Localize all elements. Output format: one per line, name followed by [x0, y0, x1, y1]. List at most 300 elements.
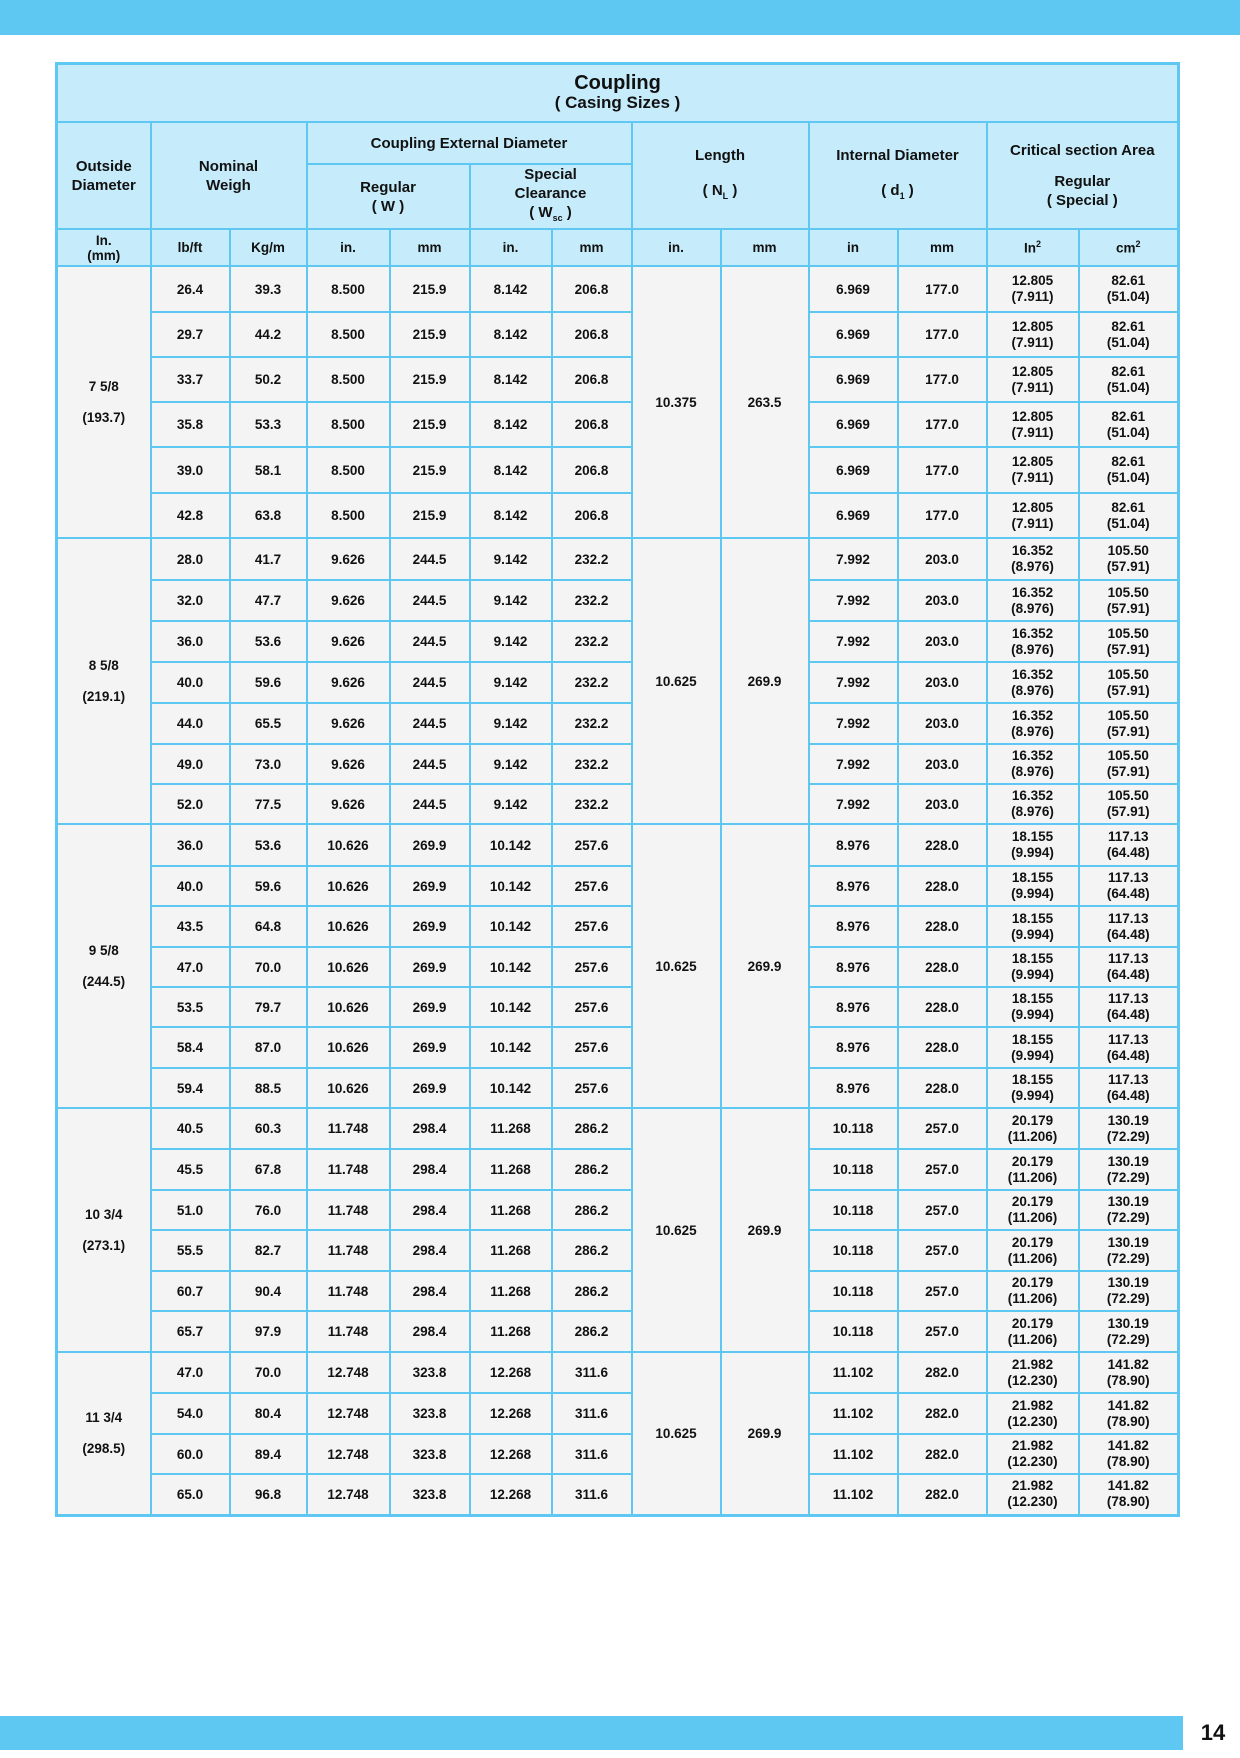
cell-w-in: 8.500 [307, 357, 390, 402]
od-inches: 7 5/8 [88, 379, 119, 394]
table-row [57, 662, 1179, 703]
cell-area-in [987, 402, 1079, 447]
od-mm: (273.1) [82, 1238, 126, 1253]
area-regular: 12.805 [1011, 273, 1054, 288]
cell-lbft: 33.7 [151, 357, 230, 402]
table-row [57, 1068, 1179, 1108]
cell-d1-in: 7.992 [809, 621, 898, 662]
table-row [57, 744, 1179, 784]
cell-wsc-in: 10.142 [470, 947, 552, 987]
header-critical-regular: Regular [1054, 173, 1111, 190]
cell-w-mm: 269.9 [390, 1068, 470, 1108]
cell-area-in [987, 1271, 1079, 1311]
cell-wsc-mm: 286.2 [552, 1271, 632, 1311]
cell-d1-in: 11.102 [809, 1393, 898, 1434]
cell-w-in: 11.748 [307, 1230, 390, 1271]
area-regular: 18.155 [1011, 991, 1054, 1006]
cell-outside-diameter [57, 266, 151, 538]
cell-area-cm [1079, 1434, 1179, 1474]
cell-area-cm [1079, 1108, 1179, 1149]
cell-d1-mm: 257.0 [898, 1149, 987, 1190]
cell-d1-in: 10.118 [809, 1311, 898, 1352]
cell-w-mm: 269.9 [390, 866, 470, 906]
table-row [57, 538, 1179, 580]
cell-w-in: 8.500 [307, 402, 390, 447]
cell-wsc-in: 9.142 [470, 538, 552, 580]
cell-d1-in: 7.992 [809, 784, 898, 824]
cell-wsc-in: 9.142 [470, 580, 552, 621]
cell-kgm: 53.6 [230, 621, 307, 662]
area-regular: 117.13 [1108, 951, 1149, 966]
cell-wsc-mm: 232.2 [552, 703, 632, 744]
cell-d1-in: 7.992 [809, 662, 898, 703]
cell-wsc-mm: 286.2 [552, 1311, 632, 1352]
cell-area-cm [1079, 1393, 1179, 1434]
area-regular: 16.352 [1011, 666, 1054, 682]
cell-w-in: 10.626 [307, 987, 390, 1027]
cell-w-mm: 244.5 [390, 662, 470, 703]
cell-d1-mm: 228.0 [898, 1027, 987, 1068]
unit-lbft: lb/ft [151, 229, 230, 266]
cell-wsc-in: 11.268 [470, 1230, 552, 1271]
cell-kgm: 90.4 [230, 1271, 307, 1311]
area-special: (8.976) [1011, 600, 1054, 616]
area-special: (7.911) [1011, 515, 1054, 531]
top-band [0, 0, 1240, 35]
cell-d1-in: 7.992 [809, 703, 898, 744]
area-regular: 20.179 [1011, 1234, 1054, 1250]
cell-w-in: 11.748 [307, 1108, 390, 1149]
area-special: (78.90) [1106, 1494, 1150, 1510]
cell-w-in: 12.748 [307, 1393, 390, 1434]
table-title: Coupling [574, 72, 661, 94]
cell-d1-mm: 203.0 [898, 784, 987, 824]
area-regular: 18.155 [1011, 951, 1054, 966]
area-special: (9.994) [1011, 926, 1054, 942]
cell-d1-mm: 282.0 [898, 1393, 987, 1434]
cell-lbft: 42.8 [151, 493, 230, 538]
header-internal-diameter-symbol: ( $d_1$ ) [881, 181, 914, 201]
cell-lbft: 36.0 [151, 824, 230, 866]
cell-d1-mm: 203.0 [898, 621, 987, 662]
cell-kgm: 65.5 [230, 703, 307, 744]
area-regular: 105.50 [1107, 666, 1149, 682]
cell-w-mm: 215.9 [390, 357, 470, 402]
page-number: 14 [1200, 1720, 1226, 1745]
cell-lbft: 39.0 [151, 447, 230, 493]
cell-d1-mm: 203.0 [898, 662, 987, 703]
area-regular: 141.82 [1107, 1438, 1149, 1453]
cell-d1-in: 10.118 [809, 1190, 898, 1230]
cell-wsc-in: 12.268 [470, 1474, 552, 1515]
header-outside-diameter-line1: Outside [75, 157, 132, 175]
cell-d1-mm: 282.0 [898, 1474, 987, 1515]
header-nominal-weigh-line2: Weigh [206, 176, 251, 194]
unit-kgm: Kg/m [230, 229, 307, 266]
cell-area-cm [1079, 744, 1179, 784]
unit-w-mm: mm [390, 229, 470, 266]
area-regular: 82.61 [1111, 454, 1146, 469]
area-regular: 117.13 [1108, 829, 1149, 844]
area-regular: 21.982 [1011, 1356, 1054, 1372]
area-regular: 20.179 [1011, 1153, 1054, 1169]
od-inches: 11 3/4 [85, 1410, 123, 1426]
table-row [57, 1434, 1179, 1474]
od-mm: (298.5) [82, 1441, 126, 1457]
cell-area-cm [1079, 621, 1179, 662]
cell-lbft: 35.8 [151, 402, 230, 447]
cell-length-in: 10.625 [632, 1108, 721, 1352]
cell-area-cm [1079, 538, 1179, 580]
area-special: (9.994) [1011, 886, 1054, 901]
cell-d1-mm: 228.0 [898, 1068, 987, 1108]
table-row [57, 1230, 1179, 1271]
cell-kgm: 97.9 [230, 1311, 307, 1352]
cell-wsc-in: 10.142 [470, 1068, 552, 1108]
header-outside-diameter-line2: Diameter [71, 176, 136, 194]
cell-kgm: 39.3 [230, 266, 307, 312]
table-row [57, 987, 1179, 1027]
area-regular: 20.179 [1011, 1275, 1054, 1290]
area-regular: 18.155 [1011, 1031, 1054, 1047]
cell-d1-in: 7.992 [809, 538, 898, 580]
cell-lbft: 65.0 [151, 1474, 230, 1515]
area-special: (72.29) [1106, 1210, 1150, 1225]
cell-wsc-mm: 232.2 [552, 580, 632, 621]
cell-wsc-in: 8.142 [470, 447, 552, 493]
cell-wsc-in: 9.142 [470, 621, 552, 662]
table-row [57, 1474, 1179, 1515]
area-regular: 105.50 [1107, 707, 1149, 723]
header-critical-special: ( Special ) [1046, 192, 1118, 209]
cell-lbft: 49.0 [151, 744, 230, 784]
area-regular: 130.19 [1107, 1112, 1149, 1128]
cell-lbft: 47.0 [151, 947, 230, 987]
header-special-clearance [470, 164, 632, 229]
cell-kgm: 70.0 [230, 1352, 307, 1393]
bottom-band [0, 1716, 1183, 1750]
cell-kgm: 79.7 [230, 987, 307, 1027]
table-row [57, 866, 1179, 906]
area-regular: 18.155 [1011, 829, 1054, 844]
cell-w-mm: 269.9 [390, 906, 470, 947]
area-special: (8.976) [1011, 804, 1054, 819]
cell-d1-mm: 282.0 [898, 1352, 987, 1393]
area-special: (7.911) [1011, 289, 1054, 304]
cell-lbft: 60.0 [151, 1434, 230, 1474]
cell-wsc-mm: 257.6 [552, 947, 632, 987]
cell-w-mm: 298.4 [390, 1311, 470, 1352]
cell-w-in: 8.500 [307, 447, 390, 493]
area-special: (78.90) [1106, 1372, 1150, 1388]
cell-wsc-mm: 311.6 [552, 1434, 632, 1474]
cell-wsc-in: 8.142 [470, 357, 552, 402]
area-special: (57.91) [1106, 600, 1150, 616]
cell-area-cm [1079, 947, 1179, 987]
cell-w-mm: 244.5 [390, 703, 470, 744]
area-special: (51.04) [1106, 424, 1150, 440]
table-row [57, 824, 1179, 866]
cell-area-cm [1079, 266, 1179, 312]
od-inches: 9 5/8 [88, 943, 119, 958]
header-regular-w-line2: ( W ) [371, 197, 405, 215]
cell-lbft: 40.0 [151, 662, 230, 703]
area-special: (8.976) [1011, 641, 1054, 657]
area-regular: 16.352 [1011, 707, 1054, 723]
cell-wsc-in: 11.268 [470, 1271, 552, 1311]
area-regular: 130.19 [1107, 1275, 1149, 1290]
cell-outside-diameter [57, 824, 151, 1108]
cell-area-cm [1079, 1271, 1179, 1311]
area-special: (8.976) [1011, 682, 1054, 698]
cell-kgm: 60.3 [230, 1108, 307, 1149]
cell-area-cm [1079, 906, 1179, 947]
area-special: (11.206) [1007, 1291, 1058, 1306]
cell-kgm: 64.8 [230, 906, 307, 947]
area-regular: 117.13 [1108, 1031, 1149, 1047]
cell-wsc-mm: 311.6 [552, 1474, 632, 1515]
cell-area-in [987, 947, 1079, 987]
cell-d1-mm: 203.0 [898, 580, 987, 621]
area-regular: 12.805 [1011, 408, 1054, 424]
unit-od [57, 229, 151, 266]
area-special: (9.994) [1011, 1088, 1054, 1103]
area-special: (8.976) [1011, 723, 1054, 739]
cell-area-in [987, 312, 1079, 357]
area-regular: 117.13 [1108, 870, 1149, 885]
cell-d1-in: 10.118 [809, 1149, 898, 1190]
cell-wsc-mm: 232.2 [552, 621, 632, 662]
cell-d1-mm: 177.0 [898, 357, 987, 402]
cell-length-mm: 269.9 [721, 1108, 809, 1352]
cell-area-in [987, 1393, 1079, 1434]
cell-d1-mm: 228.0 [898, 866, 987, 906]
area-regular: 141.82 [1107, 1397, 1149, 1413]
cell-kgm: 59.6 [230, 662, 307, 703]
area-regular: 141.82 [1107, 1356, 1149, 1372]
area-regular: 18.155 [1011, 1072, 1054, 1087]
cell-area-in [987, 1434, 1079, 1474]
unit-w-in: in. [307, 229, 390, 266]
area-special: (9.994) [1011, 845, 1054, 860]
cell-w-mm: 323.8 [390, 1352, 470, 1393]
coupling-table [55, 62, 1180, 1517]
area-regular: 18.155 [1011, 870, 1054, 885]
cell-lbft: 53.5 [151, 987, 230, 1027]
area-special: (72.29) [1106, 1291, 1150, 1306]
area-regular: 130.19 [1107, 1315, 1149, 1331]
cell-area-in [987, 580, 1079, 621]
cell-d1-mm: 177.0 [898, 493, 987, 538]
area-special: (12.230) [1007, 1413, 1058, 1429]
cell-length-in: 10.375 [632, 266, 721, 538]
cell-area-in [987, 1230, 1079, 1271]
cell-wsc-in: 11.268 [470, 1149, 552, 1190]
cell-wsc-in: 10.142 [470, 987, 552, 1027]
cell-area-in [987, 662, 1079, 703]
cell-w-mm: 244.5 [390, 744, 470, 784]
cell-w-mm: 323.8 [390, 1434, 470, 1474]
cell-w-in: 9.626 [307, 703, 390, 744]
header-internal-diameter [809, 122, 987, 229]
cell-area-cm [1079, 784, 1179, 824]
table-row [57, 1149, 1179, 1190]
area-special: (12.230) [1007, 1494, 1058, 1510]
table-row [57, 580, 1179, 621]
cell-w-mm: 298.4 [390, 1271, 470, 1311]
cell-w-mm: 298.4 [390, 1149, 470, 1190]
cell-kgm: 70.0 [230, 947, 307, 987]
area-special: (57.91) [1106, 804, 1150, 819]
table-row [57, 357, 1179, 402]
cell-w-mm: 269.9 [390, 987, 470, 1027]
od-inches: 10 3/4 [84, 1207, 123, 1222]
area-regular: 82.61 [1111, 273, 1146, 288]
cell-kgm: 44.2 [230, 312, 307, 357]
area-regular: 105.50 [1107, 584, 1149, 600]
cell-w-in: 10.626 [307, 866, 390, 906]
header-outside-diameter [57, 122, 151, 229]
area-regular: 105.50 [1107, 543, 1149, 558]
cell-w-in: 8.500 [307, 312, 390, 357]
table-row [57, 1311, 1179, 1352]
cell-w-mm: 244.5 [390, 580, 470, 621]
cell-d1-in: 7.992 [809, 744, 898, 784]
unit-od-mm: (mm) [87, 247, 121, 263]
cell-lbft: 45.5 [151, 1149, 230, 1190]
cell-area-in [987, 1352, 1079, 1393]
cell-length-in: 10.625 [632, 538, 721, 824]
cell-area-in [987, 493, 1079, 538]
od-inches: 8 5/8 [88, 658, 119, 673]
area-special: (64.48) [1106, 845, 1150, 860]
header-length [632, 122, 809, 229]
cell-area-in [987, 447, 1079, 493]
cell-lbft: 40.5 [151, 1108, 230, 1149]
cell-d1-mm: 257.0 [898, 1108, 987, 1149]
area-regular: 117.13 [1108, 991, 1149, 1006]
cell-length-mm: 269.9 [721, 1352, 809, 1515]
unit-nl-in: in. [632, 229, 721, 266]
cell-d1-in: 6.969 [809, 266, 898, 312]
coupling-table-container [55, 62, 1180, 1517]
cell-area-cm [1079, 1068, 1179, 1108]
area-special: (64.48) [1106, 1088, 1150, 1103]
cell-wsc-in: 10.142 [470, 1027, 552, 1068]
area-regular: 16.352 [1011, 584, 1054, 600]
cell-wsc-mm: 232.2 [552, 784, 632, 824]
cell-kgm: 89.4 [230, 1434, 307, 1474]
cell-wsc-mm: 257.6 [552, 866, 632, 906]
table-row [57, 1027, 1179, 1068]
cell-d1-mm: 228.0 [898, 947, 987, 987]
area-special: (57.91) [1106, 764, 1150, 779]
cell-w-mm: 215.9 [390, 402, 470, 447]
table-row [57, 493, 1179, 538]
area-special: (11.206) [1007, 1169, 1058, 1185]
cell-area-in [987, 538, 1079, 580]
cell-kgm: 47.7 [230, 580, 307, 621]
cell-d1-mm: 257.0 [898, 1311, 987, 1352]
cell-outside-diameter [57, 1108, 151, 1352]
cell-d1-in: 11.102 [809, 1474, 898, 1515]
area-special: (72.29) [1106, 1128, 1150, 1144]
cell-wsc-in: 12.268 [470, 1434, 552, 1474]
area-regular: 16.352 [1011, 543, 1054, 558]
cell-w-in: 9.626 [307, 538, 390, 580]
table-row [57, 1352, 1179, 1393]
cell-w-in: 9.626 [307, 744, 390, 784]
cell-area-cm [1079, 357, 1179, 402]
cell-d1-in: 11.102 [809, 1434, 898, 1474]
cell-area-cm [1079, 493, 1179, 538]
cell-area-in [987, 987, 1079, 1027]
area-regular: 117.13 [1108, 1072, 1149, 1087]
area-special: (9.994) [1011, 967, 1054, 982]
table-subtitle: ( Casing Sizes ) [554, 93, 681, 112]
cell-d1-in: 6.969 [809, 493, 898, 538]
cell-wsc-mm: 232.2 [552, 744, 632, 784]
table-row [57, 402, 1179, 447]
area-regular: 21.982 [1011, 1397, 1054, 1413]
cell-w-mm: 269.9 [390, 947, 470, 987]
cell-kgm: 41.7 [230, 538, 307, 580]
cell-d1-in: 8.976 [809, 906, 898, 947]
cell-length-mm: 263.5 [721, 266, 809, 538]
cell-w-in: 11.748 [307, 1149, 390, 1190]
cell-wsc-mm: 206.8 [552, 357, 632, 402]
cell-kgm: 58.1 [230, 447, 307, 493]
cell-kgm: 77.5 [230, 784, 307, 824]
area-regular: 18.155 [1011, 910, 1054, 926]
header-nominal-weigh-line1: Nominal [198, 157, 259, 175]
cell-d1-mm: 228.0 [898, 906, 987, 947]
area-regular: 141.82 [1107, 1478, 1149, 1494]
area-regular: 12.805 [1011, 499, 1054, 515]
cell-d1-in: 10.118 [809, 1271, 898, 1311]
area-special: (64.48) [1106, 1007, 1150, 1022]
area-special: (11.206) [1007, 1128, 1058, 1144]
cell-kgm: 80.4 [230, 1393, 307, 1434]
cell-lbft: 26.4 [151, 266, 230, 312]
cell-length-in: 10.625 [632, 824, 721, 1108]
table-row [57, 906, 1179, 947]
cell-kgm: 96.8 [230, 1474, 307, 1515]
area-regular: 21.982 [1011, 1438, 1054, 1453]
header-special-clearance-line2: Clearance [514, 185, 587, 202]
header-coupling-external-diameter: Coupling External Diameter [307, 122, 632, 164]
cell-wsc-in: 10.142 [470, 824, 552, 866]
cell-length-in: 10.625 [632, 1352, 721, 1515]
cell-d1-in: 6.969 [809, 447, 898, 493]
cell-length-mm: 269.9 [721, 538, 809, 824]
unit-d1-in: in [809, 229, 898, 266]
cell-lbft: 28.0 [151, 538, 230, 580]
cell-wsc-in: 11.268 [470, 1311, 552, 1352]
cell-wsc-mm: 257.6 [552, 906, 632, 947]
cell-w-mm: 215.9 [390, 266, 470, 312]
cell-lbft: 44.0 [151, 703, 230, 744]
cell-lbft: 54.0 [151, 1393, 230, 1434]
cell-lbft: 52.0 [151, 784, 230, 824]
od-mm: (219.1) [82, 689, 126, 704]
area-regular: 105.50 [1107, 625, 1149, 641]
header-length-symbol: ( $N_L$ ) [702, 181, 738, 201]
cell-d1-in: 8.976 [809, 1027, 898, 1068]
cell-area-cm [1079, 402, 1179, 447]
cell-wsc-mm: 206.8 [552, 402, 632, 447]
table-body [57, 266, 1179, 1515]
